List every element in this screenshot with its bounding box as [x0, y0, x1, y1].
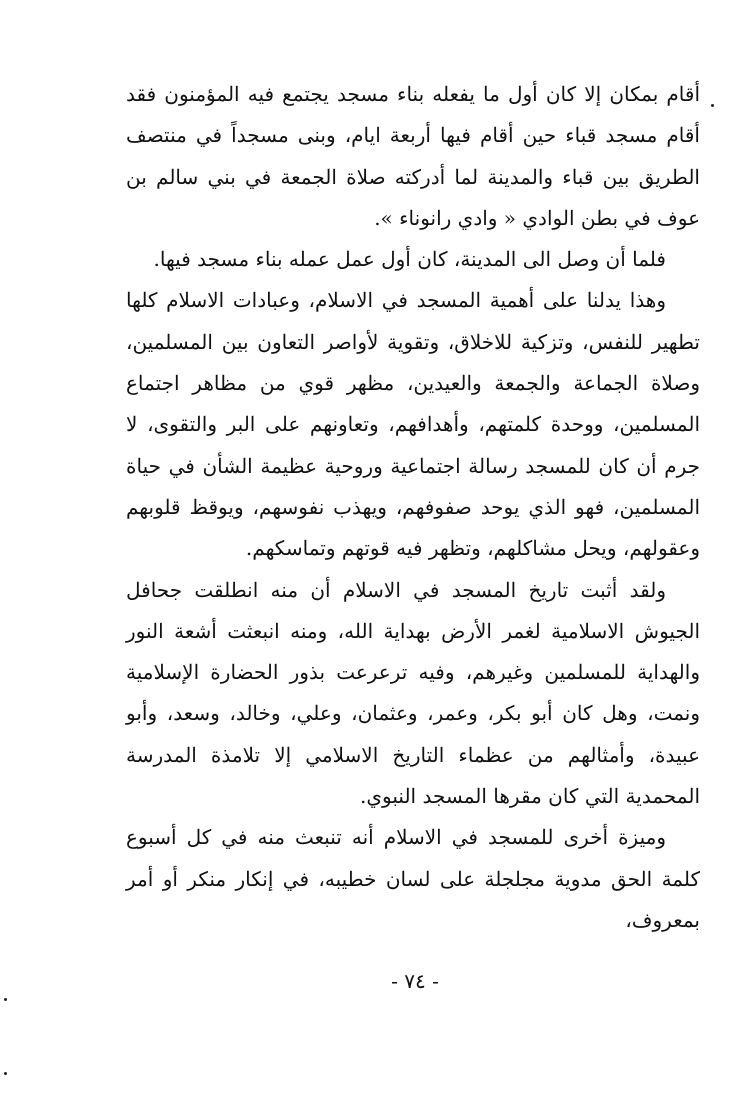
- scan-speck: [711, 104, 714, 107]
- paragraph-3: وهذا يدلنا على أهمية المسجد في الاسلام، وعبادات الاسلام كلها تطهير للنفس، وتزكية للاخلاق، وتقوية لأواصر التعاون بين المسلمين، وصلاة الجماعة والجمعة والعيدين، مظهر قوي من مظاهر اجتماع المسلمين، ووحدة كلمتهم، وأهدافهم، وتعاونهم على البر والتقوى، لا جرم أن كان للمسجد رسالة اجتماعية وروحية عظيمة الشأن في حياة المسلمين، فهو الذي يوحد صفوفهم، ويهذب نفوسهم، ويوقظ قلوبهم وعقولهم، ويحل مشاكلهم، وتظهر فيه قوتهم وتماسكهم.: [126, 288, 700, 561]
- paragraph-5: وميزة أخرى للمسجد في الاسلام أنه تنبعث منه في كل أسبوع كلمة الحق مدوية مجلجلة على لسان خطيبه، في إنكار منكر أو أمر بمعروف،: [126, 825, 700, 932]
- paragraph-2: فلما أن وصل الى المدينة، كان أول عمل عمله بناء مسجد فيها.: [153, 247, 666, 272]
- page-number: - ٧٤ -: [391, 969, 439, 993]
- paragraph-4: ولقد أثبت تاريخ المسجد في الاسلام أن منه انطلقت جحافل الجيوش الاسلامية لغمر الأرض بهداية الله، ومنه انبعثت أشعة النور والهداية للمسلمين وغيرهم، وفيه ترعرعت بذور الحضارة الإسلامية ونمت، وهل كان أبو بكر، وعمر، وعثمان، وعلي، وخالد، وسعد، وأبو عبيدة، وأمثالهم من عظماء التاريخ الاسلامي إلا تلامذة المدرسة المحمدية التي كان مقرها المسجد النبوي.: [126, 577, 700, 809]
- scan-speck: [4, 1072, 7, 1075]
- paragraph-1: أقام بمكان إلا كان أول ما يفعله بناء مسجد يجتمع فيه المؤمنون فقد أقام مسجد قباء حين أقام فيها أربعة ايام، وبنى مسجداً في منتصف الطريق بين قباء والمدينة لما أدركته صلاة الجمعة في بني سالم بن عوف في بطن الوادي « وادي رانوناء ».: [126, 82, 700, 230]
- scan-speck: [4, 998, 7, 1001]
- body-text: [126, 74, 700, 941]
